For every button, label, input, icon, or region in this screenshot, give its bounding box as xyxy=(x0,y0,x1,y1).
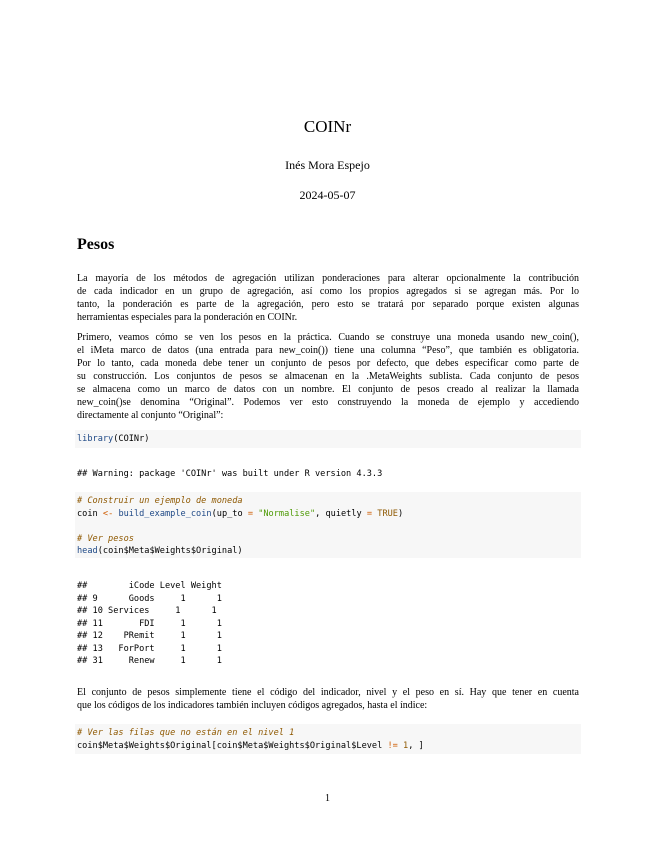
code-function: build_example_coin xyxy=(118,508,212,519)
output-row: ## 12 PRemit 1 1 xyxy=(77,631,222,641)
code-comment: # Ver las filas que no están en el nivel 1 xyxy=(77,728,295,738)
code-parameter: quietly xyxy=(325,508,362,519)
output-row: ## 31 Renew 1 1 xyxy=(77,656,222,666)
paragraph-line: de cada indicador en un grupo de agregación, así como los propios agregados si se agregan más. Por lo xyxy=(77,286,579,297)
code-operator: = xyxy=(247,508,254,519)
section-heading: Pesos xyxy=(77,236,115,253)
paragraph-line: directamente al conjunto “Original”: xyxy=(77,410,224,421)
code-output-table xyxy=(77,580,222,668)
output-row: ## iCode Level Weight xyxy=(77,581,222,591)
paragraph-line: El conjunto de pesos simplemente tiene el código del indicador, nivel y el peso en sí. Hay que tener en cuenta xyxy=(77,687,579,698)
paragraph-line: Por lo tanto, cada moneda debe tener un conjunto de pesos por defecto, que debes especificar como parte de xyxy=(77,358,579,369)
code-function: head xyxy=(77,546,98,556)
code-variable: coin xyxy=(77,508,98,519)
paragraph-weights-practice xyxy=(77,331,579,422)
code-block-library: library(COINr) xyxy=(75,430,581,448)
code-operator: != xyxy=(387,740,398,751)
output-row: ## 9 Goods 1 1 xyxy=(77,593,222,604)
code-argument: COINr xyxy=(118,434,145,444)
paragraph-line: tanto, la ponderación es parte de la agregación, pero esto se tratará por separado porque existen algunas xyxy=(77,299,579,310)
paragraph-line: se almacena como un marco de datos con un nombre. El conjunto de pesos creado al realizar la llamada xyxy=(77,384,579,395)
paragraph-line: herramientas especiales para la ponderación en COINr. xyxy=(77,312,298,323)
code-block-build-coin: # Construir un ejemplo de moneda coin <- build_example_coin(up_to = "Normalise", quietly = TRUE) # Ver pesos head(coin$Meta$Weights$Original) xyxy=(75,492,581,558)
output-row: ## 13 ForPort 1 1 xyxy=(77,643,222,654)
code-expression: coin$Meta$Weights$Original[coin$Meta$Weights$Original$Level xyxy=(77,740,383,751)
code-string: "Normalise" xyxy=(258,508,316,519)
output-row: ## 11 FDI 1 1 xyxy=(77,618,222,629)
document-date: 2024-05-07 xyxy=(299,188,356,202)
document-title: COINr xyxy=(303,117,352,136)
code-function: library xyxy=(77,434,114,444)
code-number: 1 xyxy=(403,740,409,751)
paragraph-line: su construcción. Los conjuntos de pesos se almacenan en la .MetaWeights sublista. Cada conjunto de pesos xyxy=(77,371,579,382)
code-operator: <- xyxy=(102,508,114,519)
code-comment: # Construir un ejemplo de moneda xyxy=(77,496,243,506)
page-number: 1 xyxy=(325,793,330,804)
code-expression-tail: , ] xyxy=(408,740,424,751)
code-constant: TRUE xyxy=(377,508,398,519)
paragraph-line: Primero, veamos cómo se ven los pesos en la práctica. Cuando se construye una moneda usando new_coin(), xyxy=(77,332,579,343)
document-author: Inés Mora Espejo xyxy=(285,158,370,172)
paragraph-line: el iMeta marco de datos (una entrada para new_coin()) tiene una columna “Peso”, que también es obligatoria. xyxy=(77,345,579,356)
code-output-warning: ## Warning: package 'COINr' was built under R version 4.3.3 xyxy=(77,469,383,479)
code-block-filter-level xyxy=(75,724,581,754)
paragraph-weights-summary xyxy=(77,686,579,712)
paragraph-intro xyxy=(77,272,579,324)
paragraph-line: new_coin()se denomina “Original”. Podemos ver esto construyendo la moneda de ejemplo y accediendo xyxy=(77,397,579,408)
paragraph-line: La mayoría de los métodos de agregación utilizan ponderaciones para alterar opcionalmente la contribución xyxy=(77,273,579,284)
code-expression: coin$Meta$Weights$Original xyxy=(102,546,238,556)
code-parameter: up_to xyxy=(216,508,243,519)
paragraph-line: que los códigos de los indicadores también incluyen códigos agregados, hasta el índice: xyxy=(77,700,428,711)
code-comment: # Ver pesos xyxy=(77,533,134,544)
output-row: ## 10 Services 1 1 xyxy=(77,606,217,616)
code-operator: = xyxy=(366,508,373,519)
